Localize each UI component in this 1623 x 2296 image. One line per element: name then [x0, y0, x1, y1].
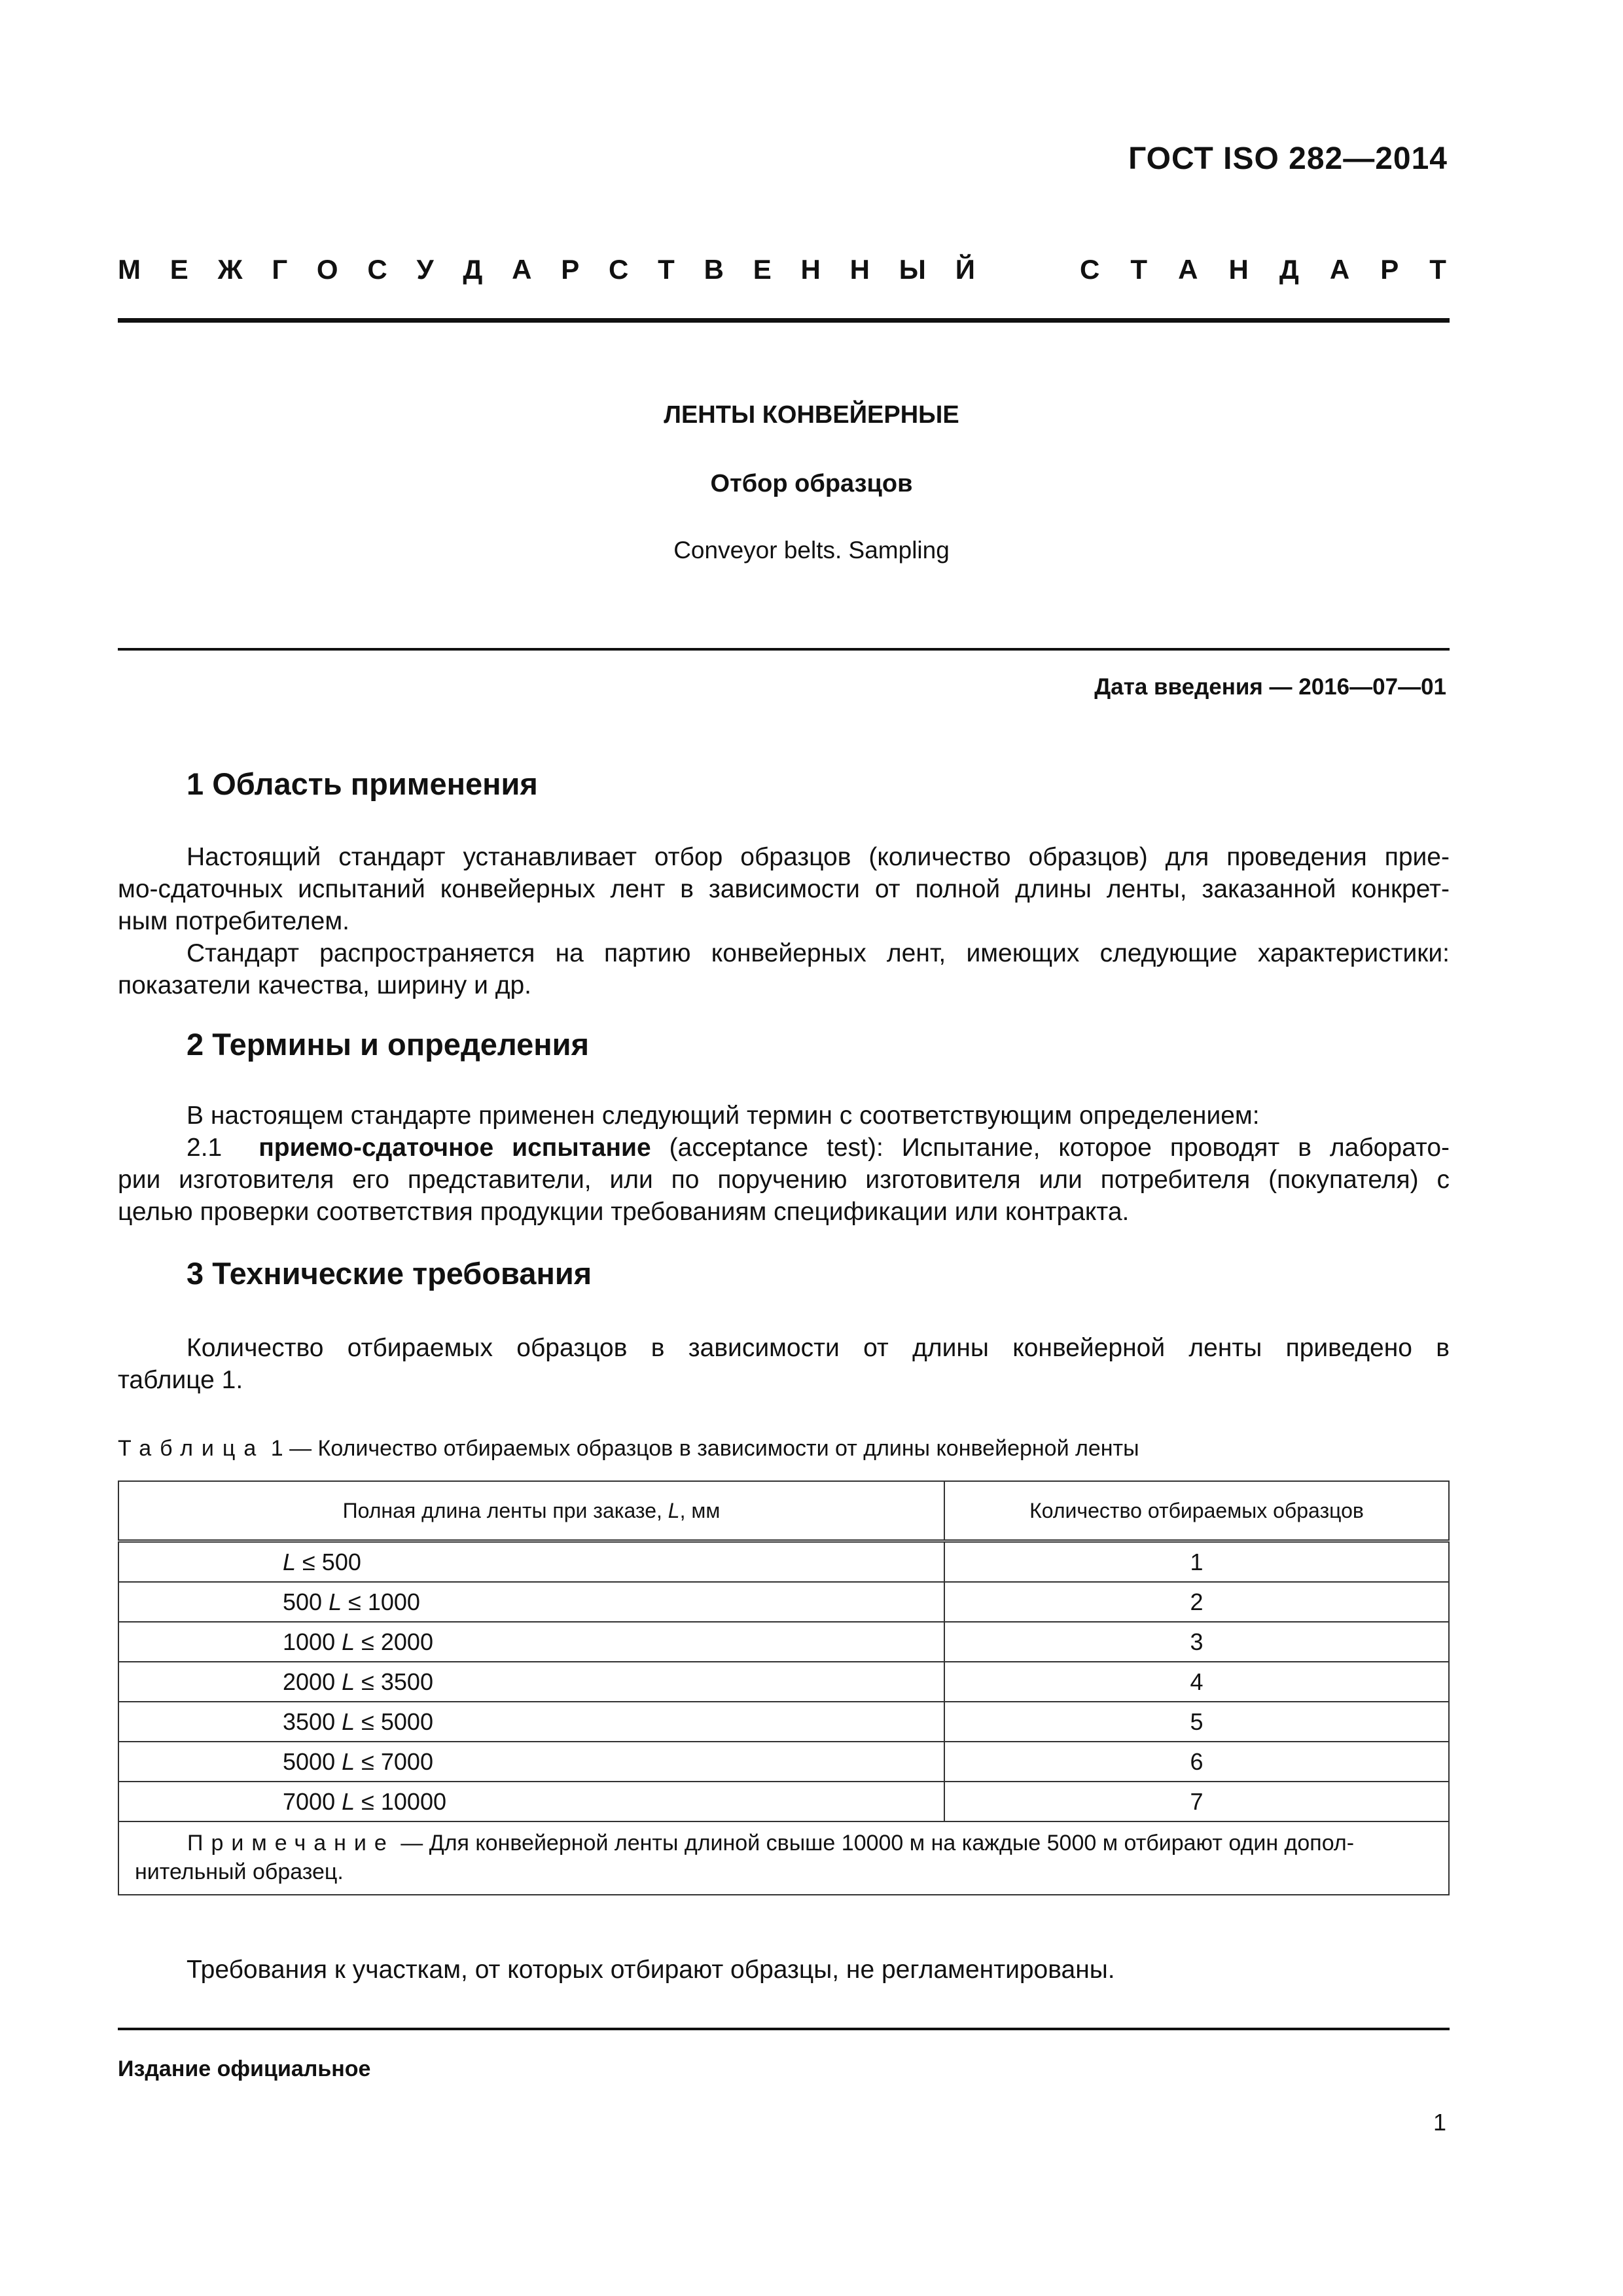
table-header-count: Количество отбираемых образцов	[944, 1481, 1449, 1541]
text-line: В настоящем стандарте применен следующий термин с соответствующим определением:	[187, 1102, 1260, 1130]
text-line: ным потребителем.	[118, 907, 350, 935]
document-title: ЛЕНТЫ КОНВЕЙЕРНЫЕ	[664, 401, 959, 429]
section-heading-requirements: 3 Технические требования	[187, 1256, 592, 1291]
table-caption-text: 1 — Количество отбираемых образцов в зависимости от длины конвейерной ленты	[264, 1436, 1139, 1461]
table-caption	[118, 1436, 1139, 1462]
text-line: Количество отбираемых образцов в зависимости от длины конвейерной ленты приведено в	[187, 1334, 1450, 1362]
table-cell-length: 3500 L ≤ 5000	[118, 1702, 944, 1742]
table-cell-length: 500 L ≤ 1000	[118, 1582, 944, 1622]
text-line: показатели качества, ширину и др.	[118, 971, 531, 999]
banner-word-1: М Е Ж Г О С У Д А Р С Т В Е Н Н Ы Й	[118, 254, 975, 285]
table-cell-count: 6	[944, 1742, 1449, 1782]
edition-label: Издание официальное	[118, 2056, 371, 2081]
table-cell-count: 4	[944, 1662, 1449, 1702]
note-text-2: нительный образец.	[135, 1859, 344, 1884]
term-definition: (acceptance test): Испытание, которое проводят в лаборато-	[651, 1134, 1450, 1162]
after-table-text	[118, 1954, 1450, 1986]
standard-banner	[118, 254, 1446, 285]
introduction-date: Дата введения — 2016—07—01	[1094, 674, 1446, 700]
table-row	[118, 1622, 1449, 1662]
text-line: мо-сдаточных испытаний конвейерных лент в зависимости от полной длины ленты, заказанной конкрет-	[118, 875, 1450, 903]
term-line	[118, 1132, 1450, 1164]
title-rule	[118, 648, 1450, 651]
table-cell-count: 3	[944, 1622, 1449, 1662]
text-line: Требования к участкам, от которых отбирают образцы, не регламентированы.	[187, 1956, 1115, 1984]
table-cell-length: L ≤ 500	[118, 1541, 944, 1583]
text-line: таблице 1.	[118, 1366, 243, 1394]
document-subtitle: Отбор образцов	[710, 470, 913, 497]
note-text-1: — Для конвейерной ленты длиной свыше 10000 м на каждые 5000 м отбирают один допол-	[394, 1831, 1355, 1856]
text-line: целью проверки соответствия продукции требованиям спецификации или контракта.	[118, 1198, 1130, 1226]
term-number: 2.1	[187, 1134, 223, 1162]
section-scope-text	[118, 841, 1450, 1001]
text-line: Настоящий стандарт устанавливает отбор образцов (количество образцов) для проведения прие-	[187, 843, 1450, 871]
text-line: рии изготовителя его представители, или по поручению изготовителя или потребителя (покупателя) с	[118, 1166, 1450, 1194]
note-label: Примечание	[187, 1831, 395, 1856]
gost-code: ГОСТ ISO 282—2014	[1128, 141, 1448, 176]
banner-word-2: С Т А Н Д А Р Т	[1080, 254, 1446, 285]
samples-table	[118, 1480, 1450, 1895]
table-note-row	[118, 1821, 1449, 1895]
table-note	[118, 1821, 1449, 1895]
table-row	[118, 1662, 1449, 1702]
table-cell-length: 5000 L ≤ 7000	[118, 1742, 944, 1782]
table-row	[118, 1702, 1449, 1742]
page-number: 1	[1433, 2109, 1446, 2136]
table-header-length: Полная длина ленты при заказе, L, мм	[118, 1481, 944, 1541]
header-rule	[118, 318, 1450, 323]
table-row	[118, 1541, 1449, 1583]
table-cell-length: 7000 L ≤ 10000	[118, 1782, 944, 1821]
section-terms-text	[118, 1100, 1450, 1228]
table-cell-length: 2000 L ≤ 3500	[118, 1662, 944, 1702]
table-caption-label: Таблица	[118, 1436, 265, 1461]
table-cell-length: 1000 L ≤ 2000	[118, 1622, 944, 1662]
table-row	[118, 1782, 1449, 1821]
section-heading-scope: 1 Область применения	[187, 766, 538, 801]
document-title-english: Conveyor belts. Sampling	[673, 537, 950, 564]
table-row	[118, 1582, 1449, 1622]
table-header-row	[118, 1481, 1449, 1541]
table-cell-count: 2	[944, 1582, 1449, 1622]
term-name: приемо-сдаточное испытание	[259, 1134, 651, 1162]
table-cell-count: 5	[944, 1702, 1449, 1742]
section-requirements-text	[118, 1332, 1450, 1396]
table-cell-count: 7	[944, 1782, 1449, 1821]
footer-rule	[118, 2028, 1450, 2030]
section-heading-terms: 2 Термины и определения	[187, 1027, 589, 1062]
table-row	[118, 1742, 1449, 1782]
text-line: Стандарт распространяется на партию конвейерных лент, имеющих следующие характеристики:	[187, 939, 1450, 967]
table-body	[118, 1541, 1449, 1895]
table-cell-count: 1	[944, 1541, 1449, 1583]
